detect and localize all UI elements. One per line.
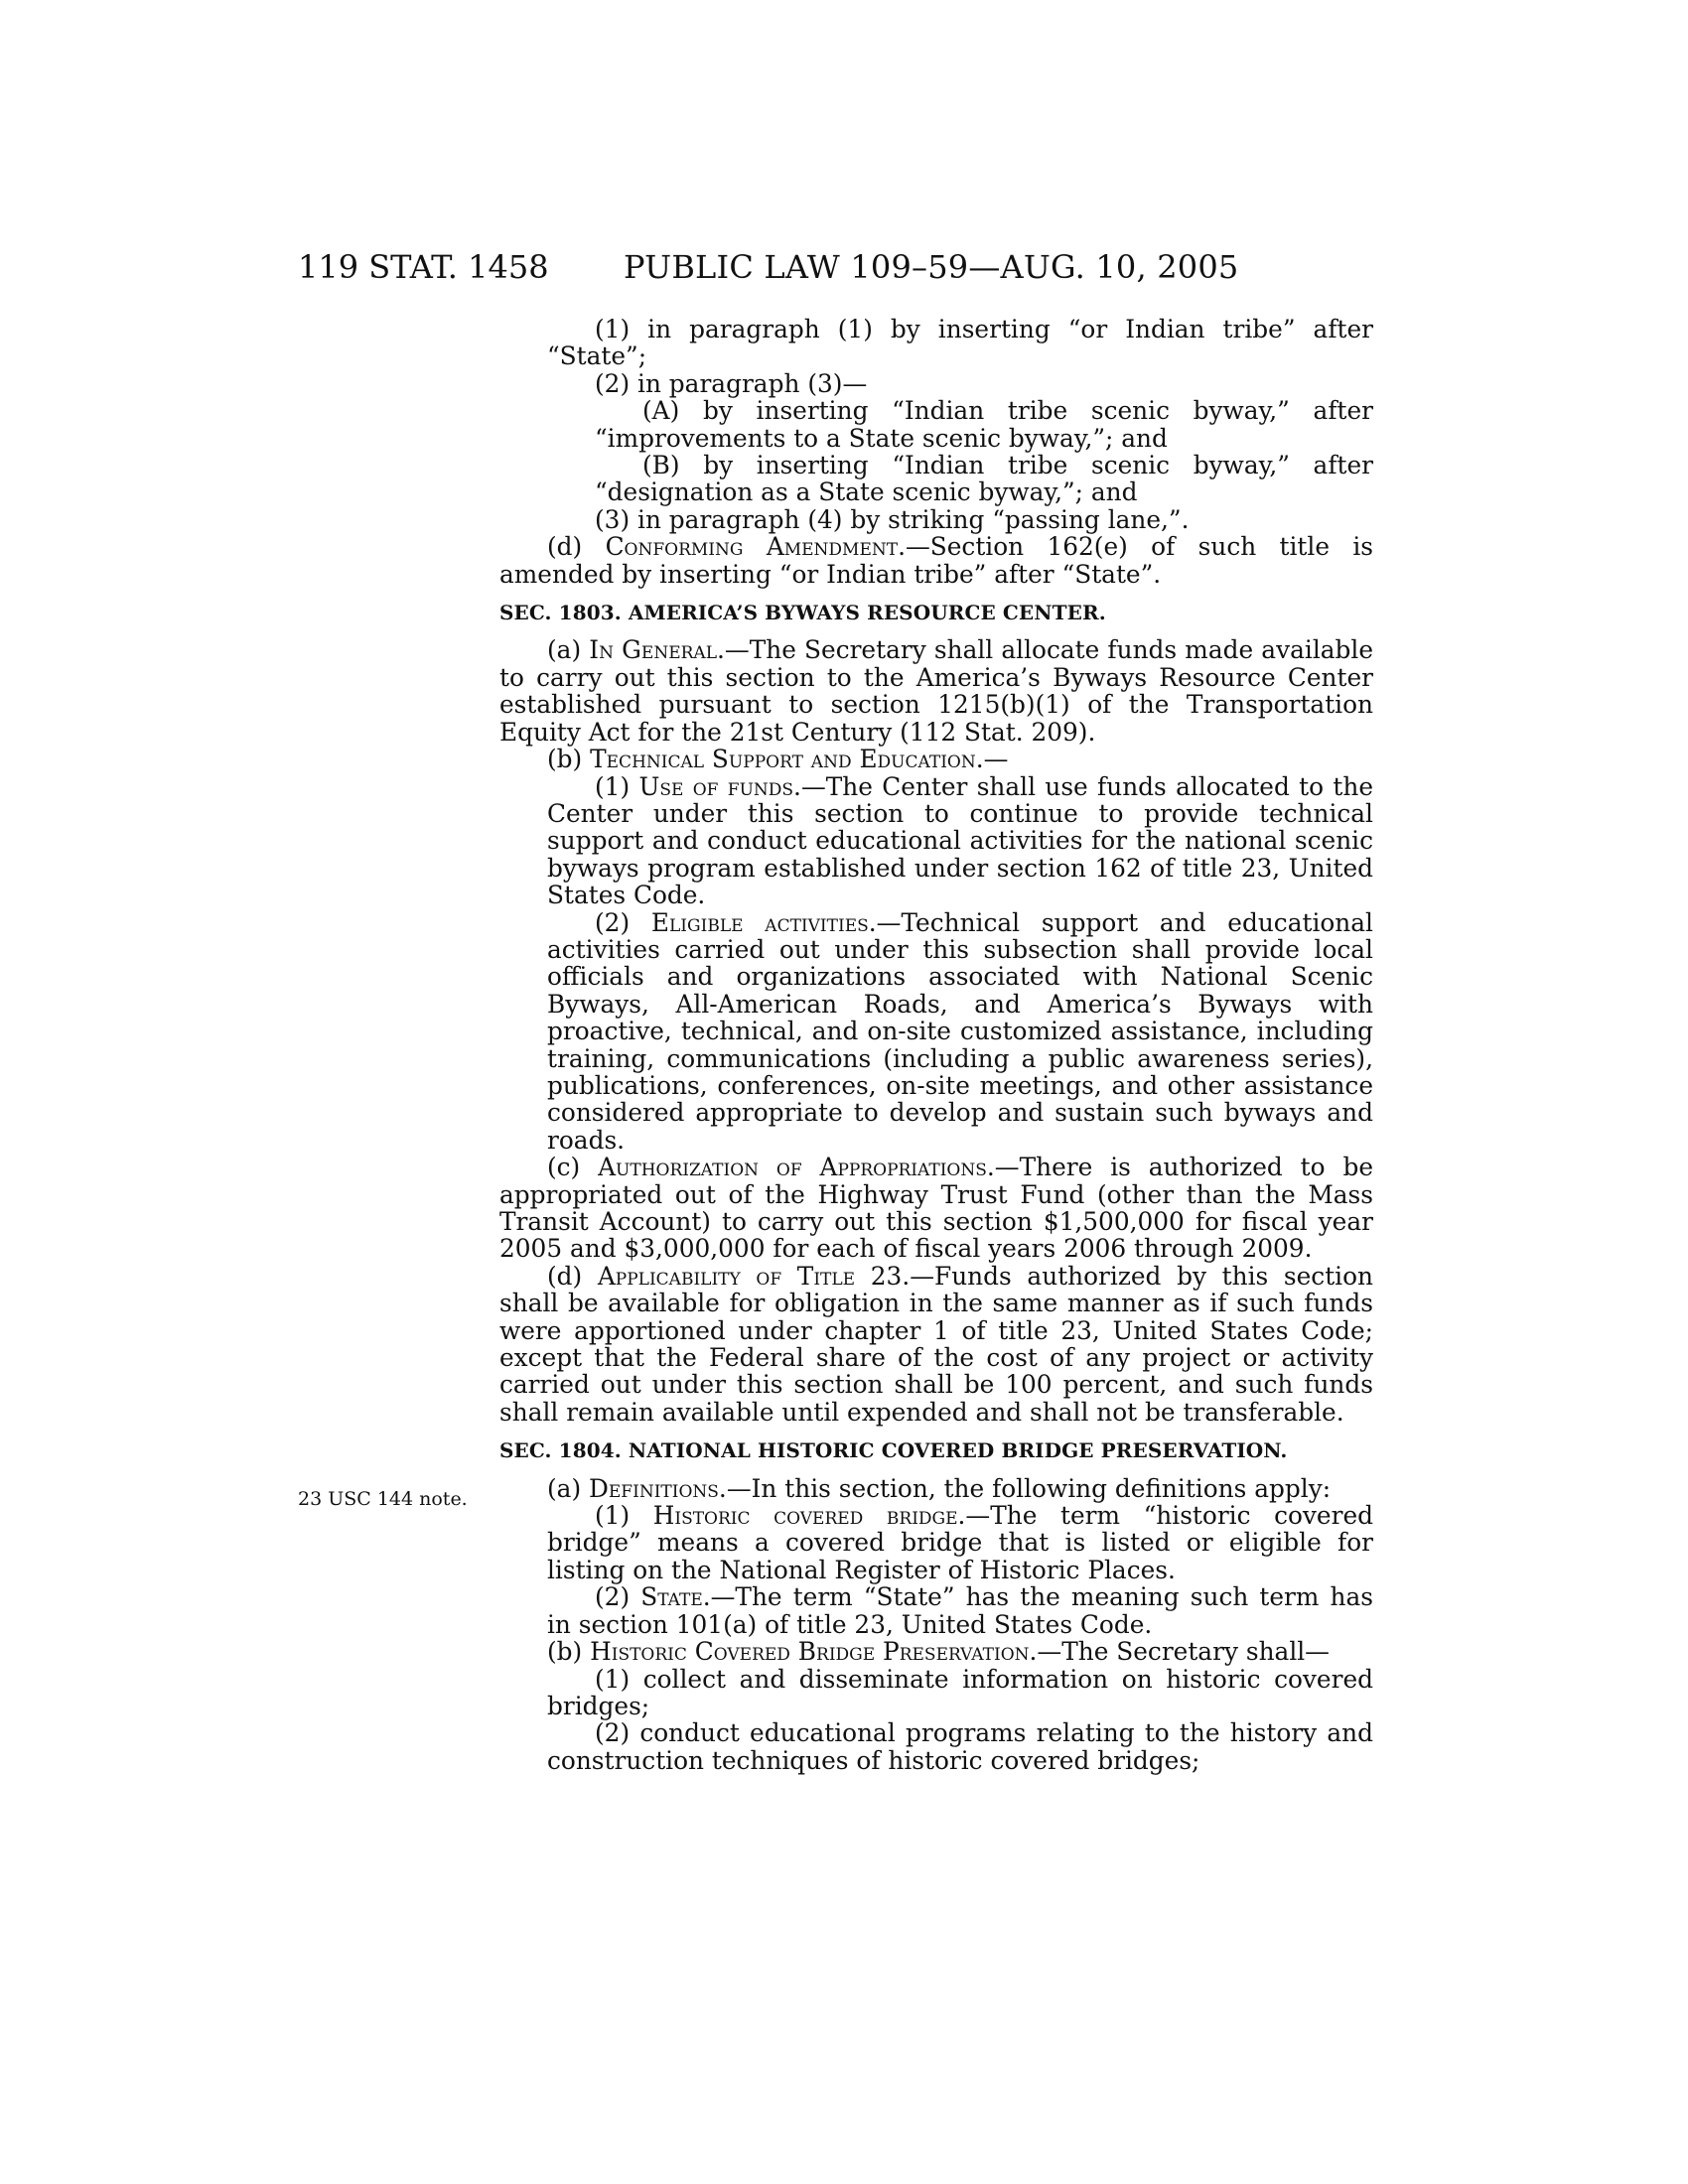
paragraph: (2) conduct educational programs relating to the history and construction techniques of historic covered bridges; [547, 1718, 1373, 1775]
subsection-label: (b) [547, 1637, 591, 1667]
paragraph-label: (1) [595, 1501, 653, 1531]
paragraph [499, 1475, 1373, 1502]
paragraph [499, 746, 1373, 772]
subsection-heading: Authorization of Appropriations. [598, 1153, 995, 1182]
subsection-text: —Section 162(e) of such title is amended by inserting “or Indian tribe” after “State”. [499, 532, 1373, 589]
paragraph [499, 909, 1373, 1155]
paragraph [499, 773, 1373, 909]
subsection-label: (b) [547, 745, 591, 774]
paragraph-heading: State. [640, 1582, 711, 1612]
subsection-heading: Definitions. [589, 1473, 727, 1503]
subsection-heading: In General. [589, 635, 725, 665]
subsection-text: —The Secretary shall allocate funds made available to carry out this section to the America’s Byways Resource Center established pursuant to section 1215(b)(1) of the Transportation Equity Act for the 21st Century (112 Stat. 209). [499, 635, 1374, 747]
subsection-label: (a) [547, 635, 590, 665]
subsection-label: (a) [547, 1473, 590, 1503]
subsection-label: (d) [547, 532, 606, 562]
subsection-label: (c) [547, 1153, 599, 1182]
document-body [499, 316, 1373, 1774]
paragraph: (1) in paragraph (1) by inserting “or Indian tribe” after “State”; [547, 315, 1373, 371]
subsection-text: —In this section, the following definitions apply: [726, 1473, 1332, 1503]
paragraph-heading: Historic covered bridge. [652, 1501, 966, 1531]
subsection-heading: Applicability of Title 23. [597, 1261, 911, 1291]
paragraph: (1) collect and disseminate information on historic covered bridges; [547, 1664, 1373, 1720]
paragraph-text: —The term “State” has the meaning such term has in section 101(a) of title 23, United States Code. [547, 1582, 1373, 1639]
subsection-heading: Conforming Amendment. [605, 532, 906, 562]
paragraph: (A) by inserting “Indian tribe scenic byway,” after “improvements to a State scenic byway,”; and [595, 396, 1373, 453]
paragraph [499, 1583, 1373, 1638]
paragraph [499, 1263, 1373, 1426]
section-heading-1804: SEC. 1804. NATIONAL HISTORIC COVERED BRIDGE PRESERVATION. [499, 1438, 1288, 1463]
subsection-heading: Technical Support and Education. [590, 745, 984, 774]
subsection-label: (d) [547, 1261, 598, 1291]
subsection-text: —The Secretary shall— [1037, 1637, 1330, 1667]
running-head: PUBLIC LAW 109–59—AUG. 10, 2005 [624, 248, 1239, 286]
paragraph [499, 1154, 1373, 1263]
paragraph [499, 1638, 1373, 1665]
paragraph-text: —The term “historic covered bridge” means a covered bridge that is listed or eligible for listing on the National Register of Historic Places. [547, 1501, 1373, 1584]
subsection-heading: Historic Covered Bridge Preservation. [590, 1637, 1038, 1667]
subsection-text: —Funds authorized by this section shall be available for obligation in the same manner as if such funds were apportioned under chapter 1 of title 23, United States Code; except that the Federal share of the cost of any project or activity carried out under this section shall be 100 percent, and such funds shall remain available until expended and shall not be transferable. [499, 1261, 1373, 1427]
paragraph-heading: Use of funds. [638, 771, 801, 801]
paragraph [499, 533, 1373, 588]
paragraph-label: (2) [595, 1582, 641, 1612]
section-heading-1803: SEC. 1803. AMERICA’S BYWAYS RESOURCE CENTER. [499, 601, 1106, 625]
paragraph: (B) by inserting “Indian tribe scenic byway,” after “designation as a State scenic byway,”; and [595, 451, 1373, 507]
paragraph: (2) in paragraph (3)— [595, 368, 868, 398]
paragraph-text: —Technical support and educational activities carried out under this subsection shall provide local officials and organizations associated with National Scenic Byways, All-American Roads, and America’s Byways with proactive, technical, and on-site customized assistance, including training, communications (including a public awareness series), publications, conferences, on-site meetings, and other assistance considered appropriate to develop and sustain such byways and roads. [547, 907, 1373, 1155]
paragraph-text: —The Center shall use funds allocated to the Center under this section to continue to provide technical support and conduct educational activities for the national scenic byways program established under section 162 of title 23, United States Code. [547, 771, 1373, 910]
margin-note-sec1804: 23 USC 144 note. [298, 1488, 468, 1510]
subsection-text: —There is authorized to be appropriated out of the Highway Trust Fund (other than the Mass Transit Account) to carry out this section $1,500,000 for fiscal year 2005 and $3,000,000 for each of fiscal years 2006 through 2009. [499, 1153, 1374, 1264]
page-number: 119 STAT. 1458 [298, 248, 549, 286]
paragraph-label: (1) [595, 771, 639, 801]
paragraph-label: (2) [595, 907, 651, 937]
paragraph-heading: Eligible activities. [650, 907, 877, 937]
paragraph [499, 636, 1373, 746]
subsection-text: — [983, 745, 1009, 774]
paragraph [499, 1502, 1373, 1583]
paragraph: (3) in paragraph (4) by striking “passing lane,”. [595, 504, 1190, 534]
